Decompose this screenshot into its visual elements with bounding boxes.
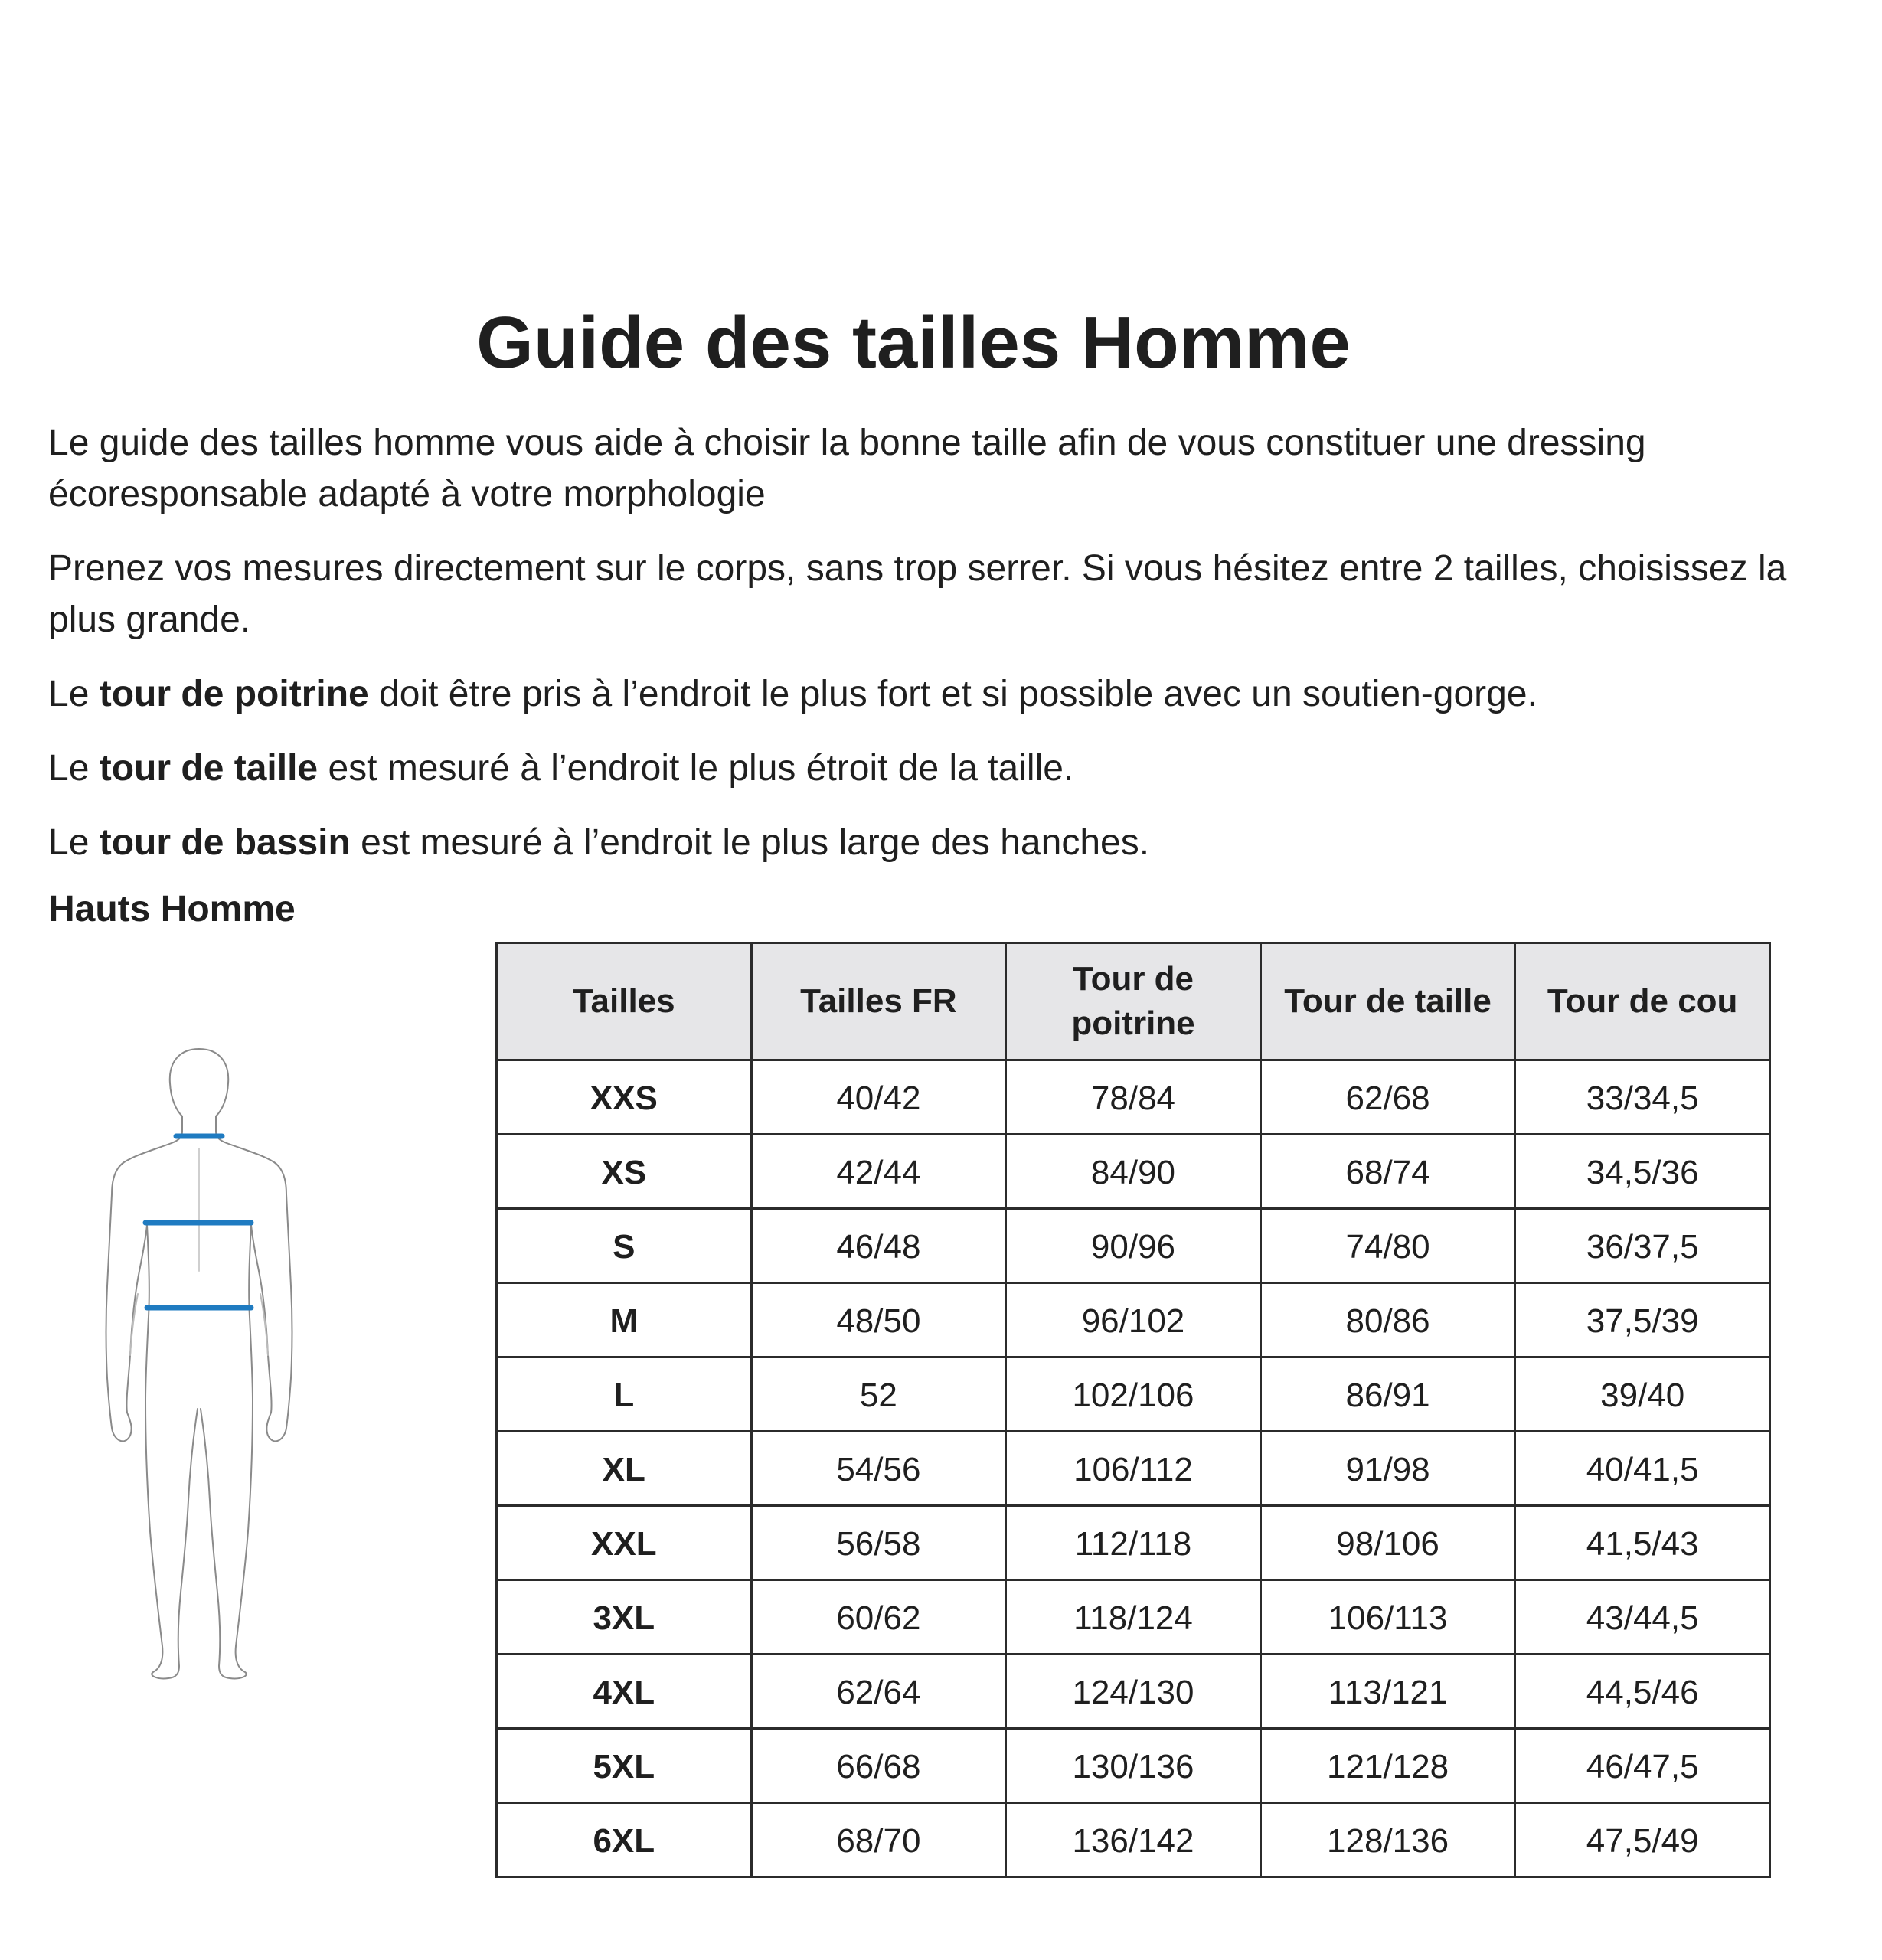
measurement-cell: 91/98 xyxy=(1260,1432,1515,1506)
page-title: Guide des tailles Homme xyxy=(476,302,1351,384)
size-cell: 3XL xyxy=(497,1580,752,1655)
measurement-cell: 39/40 xyxy=(1515,1357,1770,1432)
chest-measure-paragraph: Le tour de poitrine doit être pris à l’endroit le plus fort et si possible avec un soutien-gorge. xyxy=(48,674,1537,714)
header-tour-de-cou: Tour de cou xyxy=(1515,943,1770,1060)
measurement-cell: 41,5/43 xyxy=(1515,1506,1770,1580)
measurement-cell: 47,5/49 xyxy=(1515,1803,1770,1877)
size-cell: XXL xyxy=(497,1506,752,1580)
measurement-cell: 40/41,5 xyxy=(1515,1432,1770,1506)
table-row xyxy=(497,1729,1770,1803)
measurement-cell: 56/58 xyxy=(751,1506,1006,1580)
intro-paragraph-1: Le guide des tailles homme vous aide à choisir la bonne taille afin de vous constituer une dressing écoresponsable adapté à votre morphologie xyxy=(48,423,1646,514)
header-tour-de-taille: Tour de taille xyxy=(1260,943,1515,1060)
measurement-cell: 36/37,5 xyxy=(1515,1209,1770,1283)
measurement-cell: 68/70 xyxy=(751,1803,1006,1877)
measurement-cell: 62/68 xyxy=(1260,1060,1515,1135)
measurement-cell: 130/136 xyxy=(1006,1729,1261,1803)
measurement-cell: 40/42 xyxy=(751,1060,1006,1135)
measurement-cell: 86/91 xyxy=(1260,1357,1515,1432)
header-tailles-fr: Tailles FR xyxy=(751,943,1006,1060)
measurement-cell: 43/44,5 xyxy=(1515,1580,1770,1655)
waist-measure-paragraph: Le tour de taille est mesuré à l’endroit le plus étroit de la taille. xyxy=(48,748,1074,789)
size-cell: XL xyxy=(497,1432,752,1506)
size-cell: 4XL xyxy=(497,1655,752,1729)
measurement-cell: 37,5/39 xyxy=(1515,1283,1770,1357)
waist-term: tour de taille xyxy=(99,748,319,789)
measurement-cell: 54/56 xyxy=(751,1432,1006,1506)
measurement-cell: 102/106 xyxy=(1006,1357,1261,1432)
measurement-cell: 121/128 xyxy=(1260,1729,1515,1803)
measurement-cell: 46/47,5 xyxy=(1515,1729,1770,1803)
table-row xyxy=(497,1283,1770,1357)
table-row xyxy=(497,1580,1770,1655)
size-cell: XS xyxy=(497,1135,752,1209)
body-measurement-figure-icon xyxy=(92,1041,306,1684)
measurement-cell: 33/34,5 xyxy=(1515,1060,1770,1135)
size-cell: S xyxy=(497,1209,752,1283)
measurement-cell: 78/84 xyxy=(1006,1060,1261,1135)
size-cell: 6XL xyxy=(497,1803,752,1877)
table-row xyxy=(497,1803,1770,1877)
measurement-cell: 106/113 xyxy=(1260,1580,1515,1655)
measurement-cell: 128/136 xyxy=(1260,1803,1515,1877)
measurement-cell: 34,5/36 xyxy=(1515,1135,1770,1209)
measurement-cell: 68/74 xyxy=(1260,1135,1515,1209)
measurement-cell: 42/44 xyxy=(751,1135,1006,1209)
table-row xyxy=(497,1506,1770,1580)
chest-term: tour de poitrine xyxy=(99,674,369,714)
table-row xyxy=(497,1060,1770,1135)
size-cell: L xyxy=(497,1357,752,1432)
measurement-cell: 46/48 xyxy=(751,1209,1006,1283)
measurement-cell: 112/118 xyxy=(1006,1506,1261,1580)
measurement-cell: 80/86 xyxy=(1260,1283,1515,1357)
measurement-cell: 136/142 xyxy=(1006,1803,1261,1877)
intro-text xyxy=(48,417,1794,891)
table-row xyxy=(497,1357,1770,1432)
size-cell: 5XL xyxy=(497,1729,752,1803)
measurement-cell: 84/90 xyxy=(1006,1135,1261,1209)
measurement-cell: 118/124 xyxy=(1006,1580,1261,1655)
hip-measure-paragraph: Le tour de bassin est mesuré à l’endroit le plus large des hanches. xyxy=(48,822,1150,863)
section-heading: Hauts Homme xyxy=(48,889,296,929)
header-tailles: Tailles xyxy=(497,943,752,1060)
table-row xyxy=(497,1655,1770,1729)
measurement-cell: 44,5/46 xyxy=(1515,1655,1770,1729)
table-header-row xyxy=(497,943,1770,1060)
table-row xyxy=(497,1432,1770,1506)
size-cell: M xyxy=(497,1283,752,1357)
measurement-cell: 62/64 xyxy=(751,1655,1006,1729)
measurement-cell: 60/62 xyxy=(751,1580,1006,1655)
measurement-cell: 52 xyxy=(751,1357,1006,1432)
intro-paragraph-2: Prenez vos mesures directement sur le corps, sans trop serrer. Si vous hésitez entre 2 tailles, choisissez la plus grande. xyxy=(48,548,1787,640)
measurement-cell: 96/102 xyxy=(1006,1283,1261,1357)
measurement-cell: 98/106 xyxy=(1260,1506,1515,1580)
size-chart-table xyxy=(495,942,1771,1878)
size-cell: XXS xyxy=(497,1060,752,1135)
measurement-cell: 113/121 xyxy=(1260,1655,1515,1729)
measurement-cell: 90/96 xyxy=(1006,1209,1261,1283)
hip-term: tour de bassin xyxy=(99,822,351,863)
measurement-cell: 48/50 xyxy=(751,1283,1006,1357)
measurement-cell: 66/68 xyxy=(751,1729,1006,1803)
measurement-cell: 106/112 xyxy=(1006,1432,1261,1506)
header-tour-de-poitrine: Tour de poitrine xyxy=(1006,943,1261,1060)
table-row xyxy=(497,1209,1770,1283)
table-row xyxy=(497,1135,1770,1209)
measurement-cell: 74/80 xyxy=(1260,1209,1515,1283)
measurement-cell: 124/130 xyxy=(1006,1655,1261,1729)
